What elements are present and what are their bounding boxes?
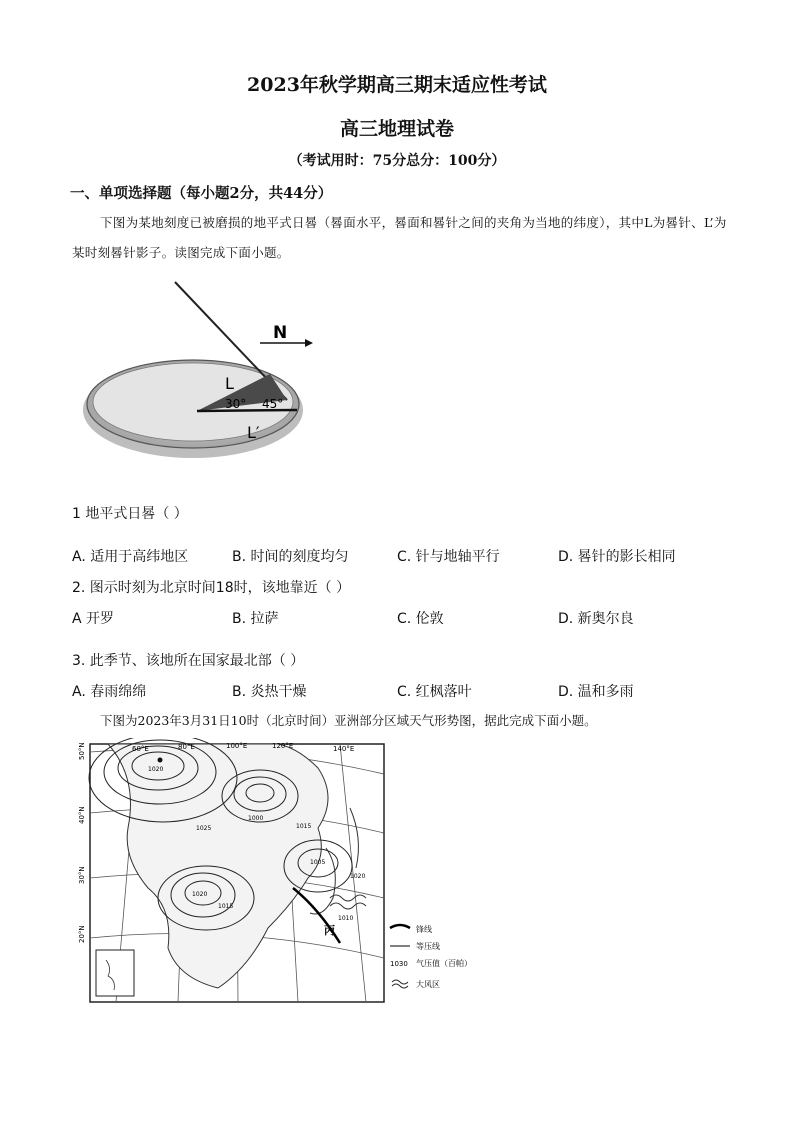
pressure-label: 1015 — [218, 903, 234, 910]
legend-gale-symbol — [392, 980, 408, 984]
pressure-label: 1000 — [248, 815, 264, 822]
q1-option-c: C. 针与地轴平行 — [397, 549, 500, 565]
lat-label: 40°N — [78, 806, 86, 824]
question-1-stem: 1 地平式日晷（ ） — [72, 506, 188, 522]
q3-option-c: C. 红枫落叶 — [397, 684, 472, 700]
paper-subtitle: 高三地理试卷 — [339, 118, 454, 140]
pressure-label: 1025 — [196, 825, 212, 832]
pressure-label: 1005 — [310, 859, 326, 866]
inset-map — [96, 950, 134, 996]
lat-label: 50°N — [78, 742, 86, 760]
section-heading: 一、单项选择题（每小题2分，共44分） — [70, 185, 333, 202]
lon-label: 140°E — [333, 745, 355, 753]
q1-option-b: B. 时间的刻度均匀 — [232, 549, 349, 565]
exam-info: （考试用时：75分总分：100分） — [288, 153, 506, 169]
q2-option-b: B. 拉萨 — [232, 611, 279, 627]
lon-label: 80°E — [178, 743, 195, 751]
legend-front-label: 锋线 — [416, 925, 432, 934]
q2-option-c: C. 伦敦 — [397, 611, 444, 627]
question-2-stem: 2. 图示时刻为北京时间18时，该地靠近（ ） — [72, 580, 351, 596]
legend-value-label: 气压值（百帕） — [416, 959, 472, 968]
pressure-label: 1020 — [350, 873, 366, 880]
legend-value-sample: 1030 — [390, 960, 408, 968]
q1-option-a: A. 适用于高纬地区 — [72, 549, 189, 565]
lon-label: 60°E — [132, 745, 149, 753]
lon-label: 100°E — [226, 742, 248, 750]
q3-option-b: B. 炎热干燥 — [232, 684, 307, 700]
lon-label: 120°E — [272, 742, 294, 750]
exam-title: 2023年秋学期高三期末适应性考试 — [247, 74, 547, 96]
pressure-label: 1010 — [338, 915, 354, 922]
legend-front-symbol — [390, 925, 410, 928]
pressure-label: 1015 — [296, 823, 312, 830]
q3-option-a: A. 春雨绵绵 — [72, 684, 147, 700]
q2-option-d: D. 新奥尔良 — [558, 611, 634, 627]
question-3-stem: 3. 此季节、该地所在国家最北部（ ） — [72, 653, 305, 669]
shadow-label: L′ — [247, 423, 260, 442]
q3-option-d: D. 温和多雨 — [558, 684, 634, 700]
pressure-label: 1020 — [192, 891, 208, 898]
needle-label: L — [225, 374, 234, 393]
intro-paragraph: 下图为某地刻度已被磨损的地平式日晷（晷面水平，晷面和晷针之间的夹角为当地的纬度），其中L为晷针、L’为某时刻晷针影子。读图完成下面小题。 — [72, 215, 727, 260]
q2-option-a: A 开罗 — [72, 611, 115, 627]
intro-paragraph-2: 下图为2023年3月31日10时（北京时间）亚洲部分区域天气形势图，据此完成下面小题。 — [100, 713, 597, 728]
lat-label: 30°N — [78, 866, 86, 884]
weather-map — [78, 738, 490, 1008]
region-label-bing: 丙 — [324, 924, 335, 937]
legend-gale-label: 大风区 — [416, 980, 440, 989]
lat-label: 20°N — [78, 925, 86, 943]
north-label: N — [273, 323, 288, 343]
angle-30-label: 30° — [225, 397, 247, 411]
q1-option-d: D. 晷针的影长相同 — [558, 549, 676, 565]
sundial-figure — [75, 280, 320, 480]
angle-45-label: 45° — [262, 397, 284, 411]
pressure-label: 1020 — [148, 766, 164, 773]
legend-isobar-label: 等压线 — [416, 942, 440, 951]
